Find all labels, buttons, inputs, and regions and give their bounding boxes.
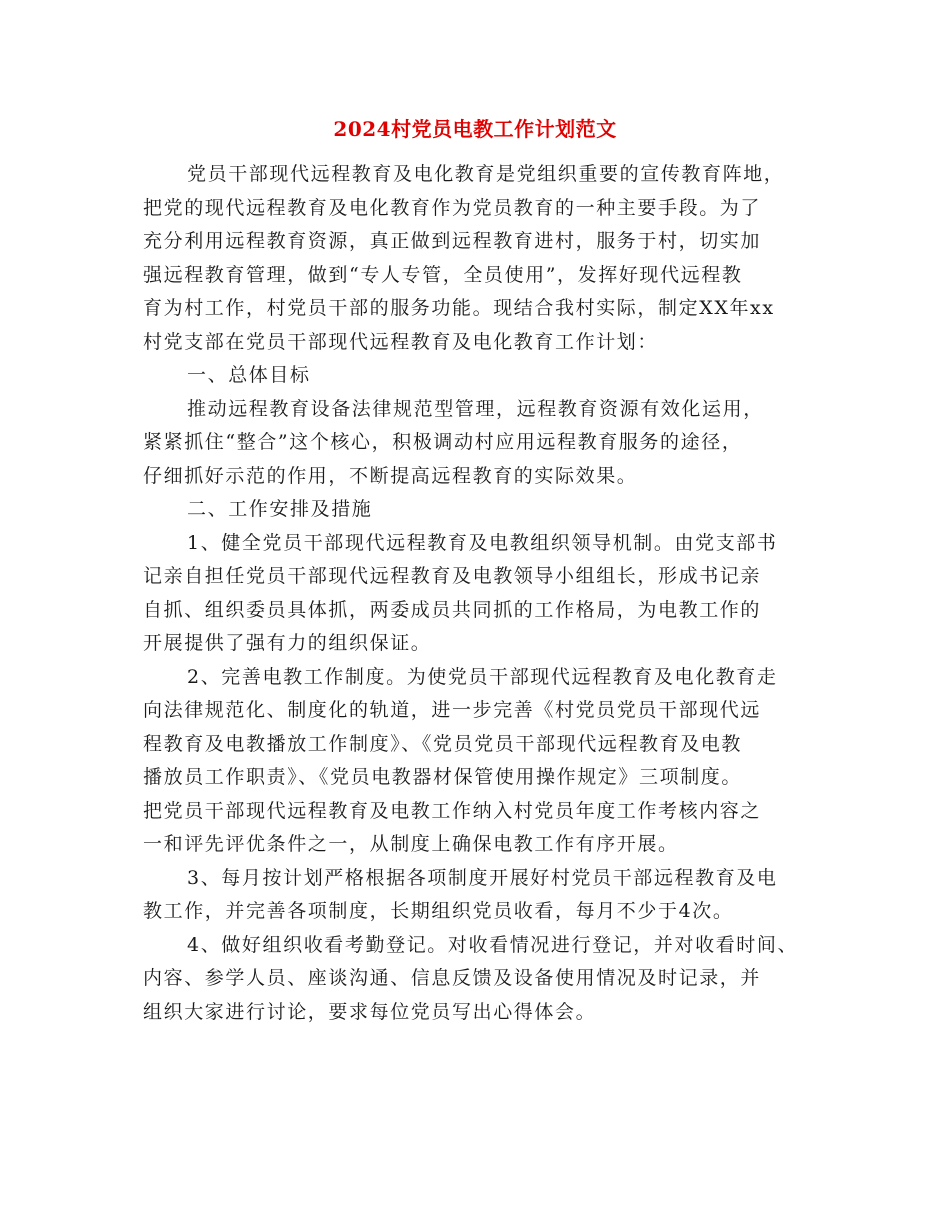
text-line: 3、每月按计划严格根据各项制度开展好村党员干部远程教育及电 [187, 866, 778, 889]
text-line: 把党员干部现代远程教育及电教工作纳入村党员年度工作考核内容之 [143, 799, 762, 822]
text-line: 仔细抓好示范的作用，不断提高远程教育的实际效果。 [143, 464, 638, 487]
text-line: 自抓、组织委员具体抓，两委成员共同抓的工作格局，为电教工作的 [143, 598, 762, 621]
text-line: 开展提供了强有力的组织保证。 [143, 632, 432, 654]
text-line: 记亲自担任党员干部现代远程教育及电教领导小组组长，形成书记亲 [143, 565, 762, 587]
text-line: 播放员工作职责》、《党员电教器材保管使用操作规定》三项制度。 [143, 766, 743, 788]
text-line: 2、完善电教工作制度。为使党员干部现代远程教育及电化教育走 [187, 665, 778, 688]
text-line: 组织大家进行讨论，要求每位党员写出心得体会。 [143, 1000, 597, 1023]
text-line: 程教育及电教播放工作制度》、《党员党员干部现代远程教育及电教 [143, 732, 743, 755]
text-line: 推动远程教育设备法律规范型管理，远程教育资源有效化运用， [187, 397, 764, 420]
document-body [143, 158, 813, 1029]
text-line: 1、健全党员干部现代远程教育及电教组织领导机制。由党支部书 [187, 531, 778, 554]
text-line: 一、总体目标 [187, 364, 311, 386]
text-line: 党员干部现代远程教育及电化教育是党组织重要的宣传教育阵地， [187, 163, 785, 185]
text-line: 强远程教育管理，做到“专人专管，全员使用”，发挥好现代远程教 [143, 263, 743, 286]
text-line: 村党支部在党员干部现代远程教育及电化教育工作计划： [143, 330, 659, 353]
text-line: 教工作，并完善各项制度，长期组织党员收看，每月不少于4次。 [143, 900, 734, 922]
document-title: 2024村党员电教工作计划范文 [333, 117, 617, 141]
text-line: 充分利用远程教育资源，真正做到远程教育进村，服务于村，切实加 [143, 230, 762, 252]
text-line: 向法律规范化、制度化的轨道，进一步完善《村党员党员干部现代远 [143, 699, 762, 721]
text-line: 4、做好组织收看考勤登记。对收看情况进行登记，并对收看时间、 [187, 933, 799, 956]
text-line: 把党的现代远程教育及电化教育作为党员教育的一种主要手段。为了 [143, 196, 762, 219]
text-line: 内容、参学人员、座谈沟通、信息反馈及设备使用情况及时记录，并 [143, 967, 762, 989]
text-line: 紧紧抓住“整合”这个核心，积极调动村应用远程教育服务的途径， [143, 431, 743, 453]
text-line: 育为村工作，村党员干部的服务功能。现结合我村实际，制定XX年xx [143, 297, 775, 319]
text-line: 二、工作安排及措施 [187, 498, 373, 520]
text-line: 一和评先评优条件之一，从制度上确保电教工作有序开展。 [143, 833, 679, 855]
